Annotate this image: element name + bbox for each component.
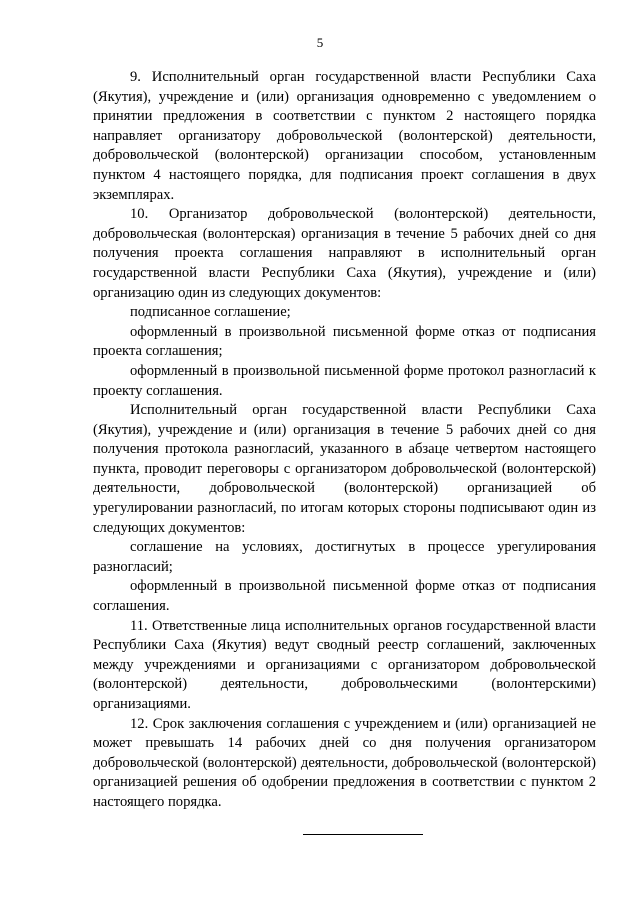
list-item-refusal-final: оформленный в произвольной письменной форме отказ от подписания соглашения. (93, 578, 596, 615)
end-separator-line (303, 834, 423, 835)
paragraph-negotiations: Исполнительный орган государственной власти Республики Саха (Якутия), учреждение и (или) организация в течение 5 рабочих дней со дня получения протокола разногласий, указанного в абзаце четвертом настоящего пункта, проводит переговоры с организатором добровольческой (волонтерской) деятельности, добровольческой (волонтерской) организацией об урегулировании разногласий, по итогам которых стороны подписывают один из следующих документов: (93, 402, 596, 536)
page-number: 5 (316, 35, 324, 50)
paragraph-11: 11. Ответственные лица исполнительных органов государственной власти Республики Саха (Якутия) ведут сводный реестр соглашений, заключенных между учреждениями и организациями с организатором добровольческой (волонтерской) деятельности, добровольческими (волонтерскими) организациями. (93, 617, 596, 712)
paragraph-10: 10. Организатор добровольческой (волонтерской) деятельности, добровольческая (волонтерская) организация в течение 5 рабочих дней со дня получения проекта соглашения направляют в исполнительный орган государственной власти Республики Саха (Якутия), учреждение и (или) организацию один из следующих документов: (93, 206, 596, 301)
list-item-disagreement-protocol: оформленный в произвольной письменной форме протокол разногласий к проекту соглашения. (93, 362, 596, 399)
paragraph-12: 12. Срок заключения соглашения с учреждением и (или) организацией не может превышать 14 рабочих дней со дня получения организатором добровольческой (волонтерской) деятельности, добровольческой (волонтерской) организацией решения об одобрении предложения в соответствии с пунктом 2 настоящего порядка. (93, 715, 596, 810)
list-item-agreed-terms: соглашение на условиях, достигнутых в процессе урегулирования разногласий; (93, 539, 596, 575)
paragraph-9: 9. Исполнительный орган государственной власти Республики Саха (Якутия), учреждение и (или) организация одновременно с уведомлением о принятии предложения в соответствии с пунктом 2 настоящего порядка направляет организатору добровольческой (волонтерской) деятельности, добровольческой (волонтерской) организации способом, установленным пунктом 4 настоящего порядка, для подписания проект соглашения в двух экземплярах. (93, 69, 596, 203)
document-body (93, 68, 596, 813)
list-item-refusal: оформленный в произвольной письменной форме отказ от подписания проекта соглашения; (93, 323, 596, 360)
list-item-signed-agreement: подписанное соглашение; (130, 304, 291, 321)
